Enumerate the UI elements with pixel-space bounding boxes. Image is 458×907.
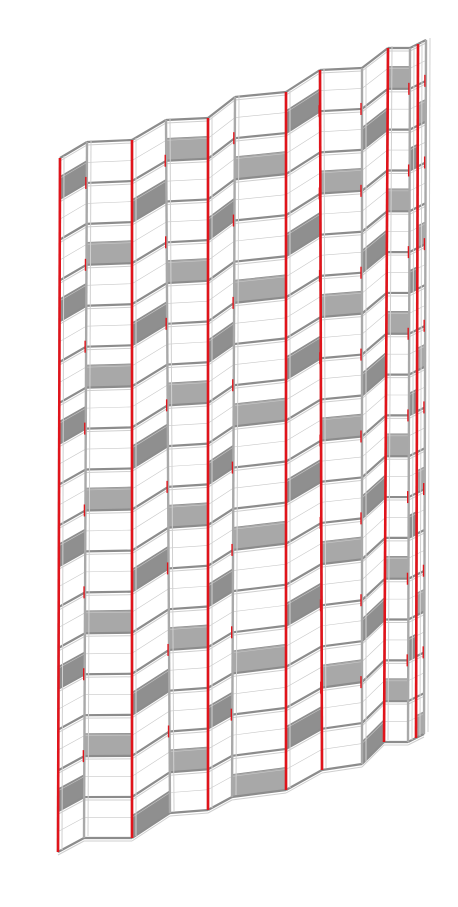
floor-beam-edge xyxy=(362,663,384,685)
transom-line xyxy=(286,502,321,523)
floor-beam xyxy=(167,322,208,324)
floor-beam-edge xyxy=(320,153,362,155)
transom-line xyxy=(321,580,362,585)
floor-beam-edge xyxy=(132,490,168,513)
transom-line xyxy=(234,236,286,241)
floor-beam xyxy=(235,133,286,138)
floor-beam-edge xyxy=(286,279,321,300)
floor-beam xyxy=(286,770,322,790)
transom-line xyxy=(132,140,166,160)
transom-line xyxy=(362,640,385,662)
floor-beam xyxy=(132,772,170,797)
column-edge xyxy=(420,42,422,736)
floor-beam-edge xyxy=(87,225,132,227)
transom-line xyxy=(167,342,208,344)
floor-beam xyxy=(169,606,208,609)
floor-beam-edge xyxy=(167,325,208,327)
transom-line xyxy=(87,202,132,204)
floor-beam xyxy=(320,109,362,111)
transom-line xyxy=(132,630,169,654)
transom-line xyxy=(320,129,362,131)
floor-beam xyxy=(60,142,87,158)
spandrel-panel xyxy=(286,212,321,256)
transom-line xyxy=(86,448,132,449)
floor-beam xyxy=(87,181,132,183)
floor-beam xyxy=(233,503,286,509)
transom-line xyxy=(86,407,132,408)
floor-beam xyxy=(86,468,132,469)
floor-beam xyxy=(232,708,286,715)
floor-beam xyxy=(234,379,286,385)
floor-beam xyxy=(286,399,321,420)
floor-beam-edge xyxy=(86,389,132,390)
floor-beam-edge xyxy=(168,487,208,490)
floor-beam-edge xyxy=(167,243,208,245)
floor-beam xyxy=(320,150,362,152)
transom-line xyxy=(286,544,321,565)
floor-beam xyxy=(166,199,208,201)
floor-beam xyxy=(286,70,320,92)
transom-line xyxy=(132,344,167,366)
floor-beam xyxy=(233,462,286,468)
floor-beam-edge xyxy=(166,121,208,123)
floor-beam xyxy=(321,273,362,276)
spandrel-panel xyxy=(388,66,410,88)
floor-beam xyxy=(233,626,286,633)
floor-beam-edge xyxy=(286,320,321,341)
floor-beam xyxy=(85,551,132,552)
transom-line xyxy=(132,222,167,243)
floor-beam-edge xyxy=(286,691,322,711)
floor-beam xyxy=(286,194,320,216)
floor-beam xyxy=(169,566,208,569)
floor-beam xyxy=(86,386,132,387)
floor-beam-edge xyxy=(132,368,167,390)
floor-beam xyxy=(286,152,320,174)
floor-beam xyxy=(234,256,286,261)
spandrel-panel xyxy=(86,364,132,388)
floor-beam-edge xyxy=(132,123,166,143)
red-mullion xyxy=(58,158,60,852)
transom-line xyxy=(286,296,321,317)
spandrel-panel xyxy=(132,791,170,838)
floor-beam xyxy=(362,660,384,682)
floor-beam-edge xyxy=(132,164,166,184)
floor-beam-edge xyxy=(86,266,132,268)
spandrel-panel xyxy=(286,583,322,626)
column-edge xyxy=(170,118,174,811)
floor-beam xyxy=(170,810,208,813)
floor-beam xyxy=(169,688,208,691)
floor-beam xyxy=(132,650,169,674)
transom-line xyxy=(232,728,286,735)
transom-line xyxy=(286,132,320,154)
floor-beam xyxy=(167,362,208,364)
transom-line xyxy=(85,653,132,654)
floor-beam-edge xyxy=(167,284,208,286)
transom-line xyxy=(85,530,132,531)
floor-beam xyxy=(86,427,132,428)
floor-beam xyxy=(322,641,362,646)
floor-beam-edge xyxy=(169,569,208,572)
floor-beam xyxy=(85,633,132,634)
floor-beam-edge xyxy=(132,245,167,266)
floor-beam xyxy=(286,523,321,544)
spandrel-panel xyxy=(132,668,169,715)
floor-beam xyxy=(168,444,208,446)
floor-beam xyxy=(132,609,169,633)
floor-beam-edge xyxy=(168,406,208,408)
spandrel-panel xyxy=(132,424,168,469)
transom-line xyxy=(234,359,286,365)
floor-beam xyxy=(320,68,362,70)
floor-beam-edge xyxy=(320,194,362,197)
transom-line xyxy=(322,703,362,709)
transom-line xyxy=(167,301,208,303)
floor-beam xyxy=(322,764,362,770)
transom-line xyxy=(362,681,384,703)
facade-column xyxy=(424,40,426,734)
spandrel-panel xyxy=(286,459,321,503)
floor-beam xyxy=(322,600,362,605)
floor-beam xyxy=(132,405,168,427)
floor-beam-edge xyxy=(166,162,208,164)
transom-line xyxy=(86,284,132,286)
floor-beam xyxy=(132,365,167,387)
floor-beam-edge xyxy=(132,612,169,636)
spandrel-panel xyxy=(84,733,132,756)
floor-beam xyxy=(132,242,167,263)
floor-beam xyxy=(362,538,385,559)
spandrel-panel xyxy=(132,546,169,592)
floor-beam-edge xyxy=(86,430,132,431)
transom-line xyxy=(232,687,286,694)
floor-beam-edge xyxy=(286,773,322,793)
floor-beam-edge xyxy=(86,471,132,472)
transom-line xyxy=(362,517,385,538)
floor-beam-edge xyxy=(286,197,320,219)
transom-line xyxy=(87,161,132,163)
floor-beam xyxy=(167,240,208,242)
floor-beam-edge xyxy=(86,307,132,309)
floor-beam xyxy=(233,585,286,591)
floor-beam xyxy=(320,232,362,235)
spandrel-panel xyxy=(132,179,167,222)
transom-line xyxy=(321,334,362,338)
transom-line xyxy=(322,744,362,750)
transom-line xyxy=(167,220,208,222)
spandrel-panel xyxy=(320,168,362,193)
floor-beam xyxy=(286,276,321,297)
transom-line xyxy=(170,790,208,793)
spandrel-panel xyxy=(362,597,385,641)
transom-line xyxy=(85,571,132,572)
floor-beam xyxy=(85,592,132,593)
floor-beam xyxy=(286,564,321,585)
floor-beam xyxy=(87,140,132,142)
floor-beam-edge xyxy=(286,444,321,465)
transom-line xyxy=(320,88,362,90)
floor-beam xyxy=(322,723,362,729)
transom-line xyxy=(234,441,287,447)
floor-beam-edge xyxy=(362,541,385,562)
spandrel-panel xyxy=(286,336,321,380)
floor-beam xyxy=(85,510,132,511)
floor-beam xyxy=(168,484,208,487)
floor-beam-edge xyxy=(168,528,208,531)
transom-line xyxy=(235,113,286,118)
transom-line xyxy=(132,385,168,407)
transom-line xyxy=(168,464,208,467)
floor-beam-edge xyxy=(85,554,132,555)
floor-beam xyxy=(286,688,322,708)
column-edge xyxy=(428,38,430,732)
transom-line xyxy=(235,195,286,200)
transom-line xyxy=(321,252,362,255)
floor-beam-edge xyxy=(168,447,208,449)
spandrel-panel xyxy=(387,189,410,212)
floor-beam-edge xyxy=(286,567,321,588)
transom-line xyxy=(169,668,208,671)
floor-beam-edge xyxy=(286,649,322,669)
floor-beam xyxy=(132,487,168,510)
floor-beam-edge xyxy=(85,513,132,514)
transom-line xyxy=(168,545,208,548)
floor-beam xyxy=(208,97,235,118)
floor-beam xyxy=(234,215,286,220)
spandrel-panel xyxy=(169,625,208,650)
spandrel-panel xyxy=(85,610,132,633)
transom-line xyxy=(286,749,322,769)
transom-line xyxy=(168,423,208,425)
transom-line xyxy=(234,318,286,324)
transom-line xyxy=(362,558,385,579)
floor-beam xyxy=(286,646,322,666)
transom-line xyxy=(86,325,132,326)
transom-line xyxy=(166,179,208,181)
transom-line xyxy=(321,457,362,461)
transom-line xyxy=(286,379,321,400)
floor-beam xyxy=(132,120,166,140)
spandrel-panel xyxy=(286,706,322,749)
transom-line xyxy=(320,211,362,214)
floor-beam-edge xyxy=(86,348,132,349)
floor-beam xyxy=(166,118,208,120)
floor-beam xyxy=(86,345,132,346)
floor-beam xyxy=(362,579,385,601)
transom-line xyxy=(233,605,286,611)
floor-beam xyxy=(87,222,132,224)
floor-beam-edge xyxy=(286,526,321,547)
floor-beam xyxy=(170,729,208,732)
floor-beam-edge xyxy=(87,143,132,145)
transom-line xyxy=(132,507,168,530)
floor-beam-edge xyxy=(167,365,208,367)
transom-line xyxy=(286,420,321,441)
floor-beam-edge xyxy=(286,402,321,423)
spandrel-panel xyxy=(168,503,208,528)
floor-beam-edge xyxy=(320,71,362,73)
floor-beam-edge xyxy=(132,734,170,758)
spandrel-panel xyxy=(85,487,132,511)
transom-line xyxy=(321,498,362,502)
floor-beam xyxy=(132,161,166,181)
floor-beam-edge xyxy=(166,202,208,204)
floor-beam xyxy=(232,749,286,756)
floor-beam-edge xyxy=(85,636,132,637)
transom-line xyxy=(132,589,169,612)
transom-line xyxy=(322,621,362,626)
transom-line xyxy=(233,482,286,488)
floor-beam-edge xyxy=(320,112,362,114)
floor-beam xyxy=(132,283,167,304)
floor-beam-edge xyxy=(132,286,167,307)
floor-beam xyxy=(286,317,321,338)
floor-beam xyxy=(132,731,170,755)
transom-line xyxy=(321,375,362,379)
spandrel-panel xyxy=(386,434,409,456)
spandrel-panel xyxy=(362,720,384,765)
transom-line xyxy=(233,564,286,570)
transom-line xyxy=(169,708,208,711)
spandrel-panel xyxy=(286,89,320,134)
floor-beam-edge xyxy=(286,155,320,177)
spandrel-panel xyxy=(385,556,409,578)
spandrel-panel xyxy=(132,301,167,345)
floor-beam-edge xyxy=(87,184,132,186)
floor-beam-edge xyxy=(169,609,208,612)
spandrel-panel xyxy=(386,311,409,334)
floor-beam xyxy=(132,528,168,551)
transom-line xyxy=(286,173,320,195)
transom-line xyxy=(132,263,167,284)
floor-beam xyxy=(234,338,286,344)
floor-beam xyxy=(362,48,388,68)
transom-line xyxy=(286,667,322,687)
transom-line xyxy=(286,255,321,276)
transom-line xyxy=(286,626,322,646)
floor-beam xyxy=(362,701,384,723)
floor-beam xyxy=(286,441,321,462)
transom-line xyxy=(132,467,168,490)
floor-beam-edge xyxy=(85,595,132,596)
transom-line xyxy=(169,586,208,589)
floor-beam xyxy=(86,304,132,306)
